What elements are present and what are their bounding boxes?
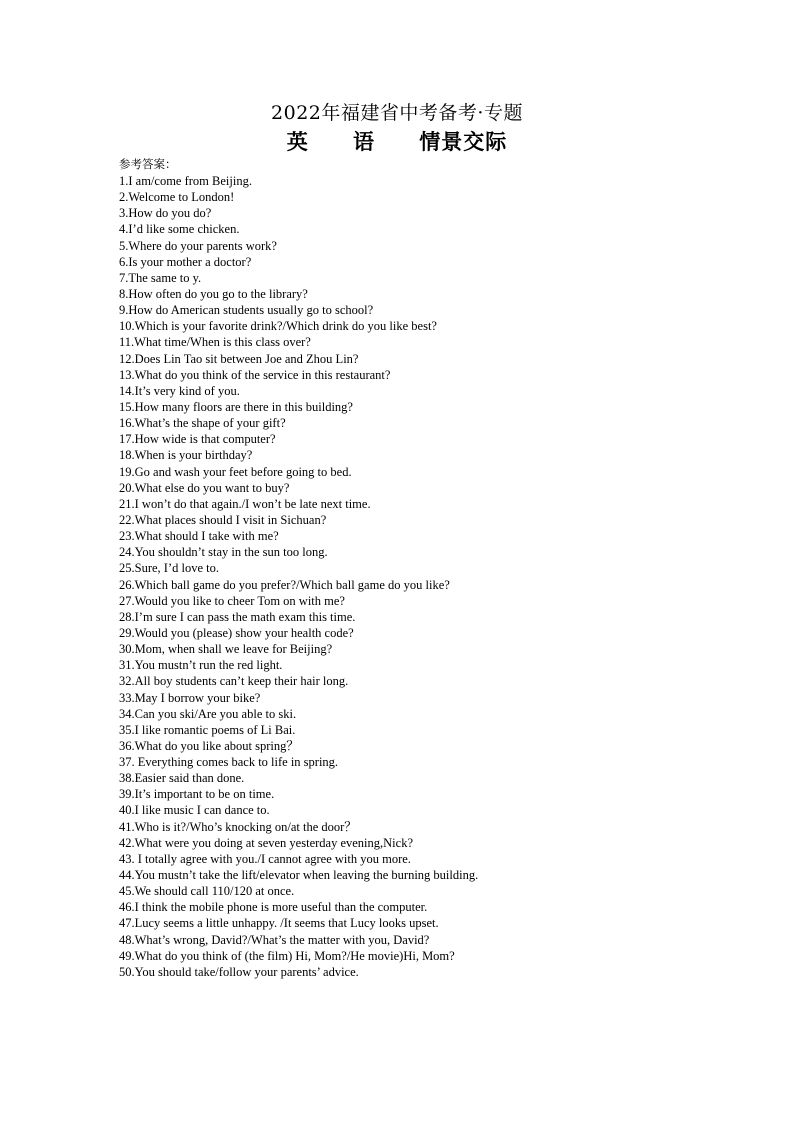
answer-item: 24.You shouldn’t stay in the sun too long. — [119, 545, 328, 560]
answer-item: 43. I totally agree with you./I cannot agree with you more. — [119, 851, 411, 866]
answer-item: 10.Which is your favorite drink?/Which drink do you like best? — [119, 319, 437, 334]
answer-item: 42.What were you doing at seven yesterday evening,Nick? — [119, 835, 413, 850]
answers-label: 参考答案： — [119, 157, 177, 171]
answer-item: 37. Everything comes back to life in spring. — [119, 755, 339, 770]
answer-item: 2.Welcome to London! — [119, 190, 235, 205]
answer-item: 21.I won’t do that again./I won’t be late next time. — [119, 496, 371, 511]
answer-item: 12.Does Lin Tao sit between Joe and Zhou Lin? — [119, 351, 359, 366]
answer-item: 34.Can you ski/Are you able to ski. — [119, 706, 297, 721]
answer-item: 30.Mom, when shall we leave for Beijing? — [119, 642, 333, 657]
answer-item: 33.May I borrow your bike? — [119, 690, 261, 705]
answer-item: 15.How many floors are there in this building? — [119, 399, 353, 414]
answer-item: 8.How often do you go to the library? — [119, 286, 308, 301]
answer-item: 5.Where do your parents work? — [119, 238, 277, 253]
answer-item: 45.We should call 110/120 at once. — [119, 884, 295, 899]
document-title: 2022年福建省中考备考·专题 — [271, 102, 523, 124]
answer-item: 9.How do American students usually go to school? — [119, 303, 374, 318]
answer-item: 50.You should take/follow your parents’ advice. — [119, 964, 359, 979]
answer-item: 25.Sure, I’d love to. — [119, 561, 219, 576]
answer-item: 18.When is your birthday? — [119, 448, 253, 463]
answer-item: 22.What places should I visit in Sichuan? — [119, 512, 327, 527]
answer-item: 46.I think the mobile phone is more useful than the computer. — [119, 900, 428, 915]
answer-item: 31.You mustn’t run the red light. — [119, 658, 283, 673]
answer-list — [119, 173, 478, 980]
answer-item: 32.All boy students can’t keep their hair long. — [119, 674, 349, 689]
answer-item: 7.The same to y. — [119, 270, 202, 285]
answer-item: 40.I like music I can dance to. — [119, 803, 270, 818]
answer-item: 27.Would you like to cheer Tom on with me? — [119, 593, 345, 608]
document-subtitle: 英 语 情景交际 — [286, 129, 508, 154]
answer-item: 16.What’s the shape of your gift? — [119, 416, 286, 431]
answer-item: 38.Easier said than done. — [119, 771, 245, 786]
answer-item: 48.What’s wrong, David?/What’s the matter with you, David? — [119, 932, 430, 947]
answer-item: 20.What else do you want to buy? — [119, 480, 290, 495]
answer-item: 26.Which ball game do you prefer?/Which ball game do you like? — [119, 577, 450, 592]
answer-item: 14.It’s very kind of you. — [119, 383, 240, 398]
answer-item: 36.What do you like about spring？ — [119, 738, 299, 753]
answer-item: 17.How wide is that computer? — [119, 432, 276, 447]
answer-item: 44.You mustn’t take the lift/elevator when leaving the burning building. — [119, 868, 479, 883]
answer-item: 39.It’s important to be on time. — [119, 787, 275, 802]
answer-item: 29.Would you (please) show your health code? — [119, 625, 354, 640]
answer-item: 49.What do you think of (the film) Hi, Mom?/He movie)Hi, Mom? — [119, 948, 455, 963]
answer-item: 11.What time/When is this class over? — [119, 335, 311, 350]
answer-item: 19.Go and wash your feet before going to bed. — [119, 464, 352, 479]
answer-item: 47.Lucy seems a little unhappy. /It seems that Lucy looks upset. — [119, 916, 439, 931]
answer-item: 6.Is your mother a doctor? — [119, 254, 252, 269]
answer-item: 35.I like romantic poems of Li Bai. — [119, 722, 296, 737]
answer-item: 23.What should I take with me? — [119, 529, 279, 544]
answer-item: 3.How do you do? — [119, 206, 212, 221]
answer-item: 13.What do you think of the service in this restaurant? — [119, 367, 391, 382]
answer-item: 28.I’m sure I can pass the math exam this time. — [119, 609, 356, 624]
answer-item: 41.Who is it?/Who’s knocking on/at the door？ — [119, 819, 357, 834]
answer-item: 1.I am/come from Beijing. — [119, 174, 252, 188]
answer-item: 4.I’d like some chicken. — [119, 222, 240, 237]
